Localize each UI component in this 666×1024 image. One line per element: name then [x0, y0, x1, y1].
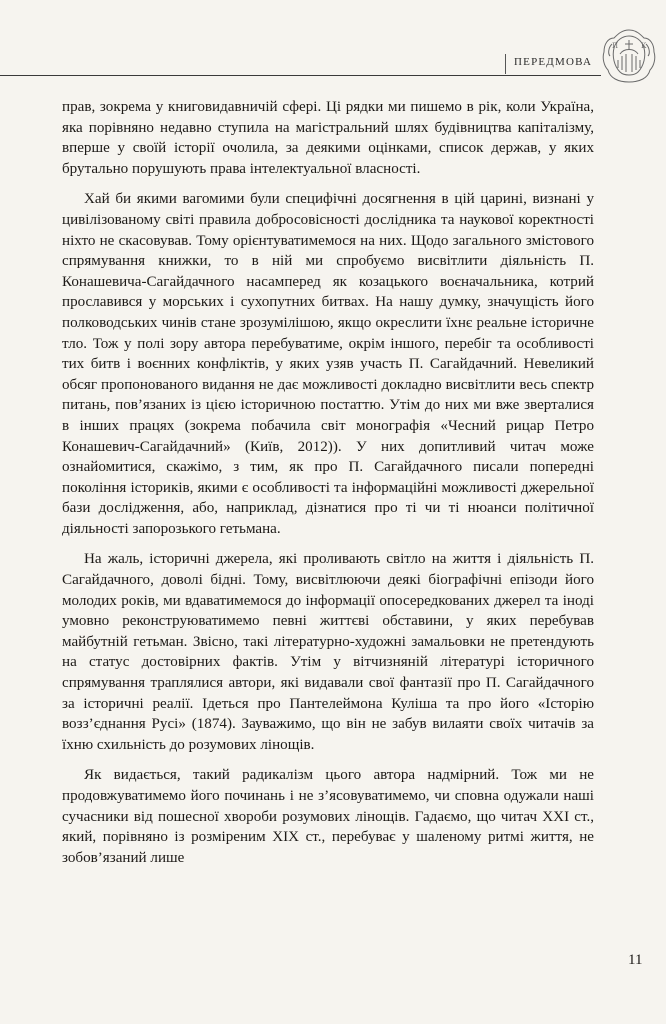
header-rule: [0, 75, 601, 76]
paragraph: Як видається, такий радикалізм цього автора надмірний. Тож ми не продовжуватимемо його починань і не з’ясовуватимемо, чи сповна одужали наші сучасники від пошесної хвороби розумових лінощів. Гадаємо, що читач XXI ст., який, порівняно із розміреним XIX ст., перебуває у шаленому ритмі життя, не зобов’язаний лише: [62, 767, 594, 866]
running-head: ПЕРЕДМОВА: [505, 54, 601, 74]
paragraph: прав, зокрема у книговидавничій сфері. Ці рядки ми пишемо в рік, коли Україна, яка порівняно недавно ступила на магістральний шлях будівництва капіталізму, вперше у своїй історії очолила, за деякими оцінками, список держав, у яких брутально порушують права інтелектуальної власності.: [62, 99, 594, 177]
page-number: 11: [628, 952, 643, 968]
svg-text:К: К: [641, 42, 647, 50]
svg-text:П: П: [612, 42, 619, 50]
paragraph: Хай би якими вагомими були специфічні досягнення в цій царині, визнані у цивілізованому світі правила добросовісності дослідника та наукової коректності ніхто не скасовував. Тому орієнтуватимемося на них. Щодо загального змістового спрямування книжки, то в ній ми спробуємо висвітлити діяльність П. Конашевича-Сагайдачного насамперед як козацького воєначальника, котрий прославився у морських і сухопутних битвах. На нашу думку, значущість його полководських чинів стане зрозумілішою, якщо окреслити їхнє реальне історичне тло. Тож у полі зору автора перебуватиме, окрім іншого, перебіг та особливості тих битв і воєнних конфліктів, у яких узяв участь П. Сагайдачний. Невеликий обсяг пропонованого видання не дає можливості докладно висвітлити весь спектр питань, пов’язаних із цією історичною постаттю. Утім до них ми вже зверталися в інших працях (зокрема побачила світ монографія «Чесний рицар Петро Конашевич-Сагайдачний» (Київ, 2012)). У них допитливий читач може ознайомитися, скажімо, з тим, як про П. Сагайдачного писали попередні покоління істориків, якими є особливості та інформаційні можливості джерельної бази дослідження, або, наприклад, дізнатися про ті чи ті нюанси політичної діяльності запорозького гетьмана.: [62, 191, 594, 537]
paragraph: На жаль, історичні джерела, які проливають світло на життя і діяльність П. Сагайдачного, доволі бідні. Тому, висвітлюючи деякі біографічні епізоди його молодих років, ми вдаватимемося до інформації опосередкованих джерел та іноді умовно реконструюватимемо певні життєві обставини, у яких перебував майбутній гетьман. Звісно, такі літературно-художні замальовки не претендують на статус достовірних фактів. Утім у вітчизняній літературі історичного спрямування траплялися автори, які видавали свої фантазії про П. Сагайдачного за історичні реалії. Ідеться про Пантелеймона Куліша та про його «Історію возз’єднання Русі» (1874). Зауважимо, що він не забув вилаяти своїх читачів за їхню схильність до розумових лінощів.: [62, 551, 594, 753]
body-text: [62, 97, 594, 868]
ornamental-seal-icon: [598, 26, 660, 86]
